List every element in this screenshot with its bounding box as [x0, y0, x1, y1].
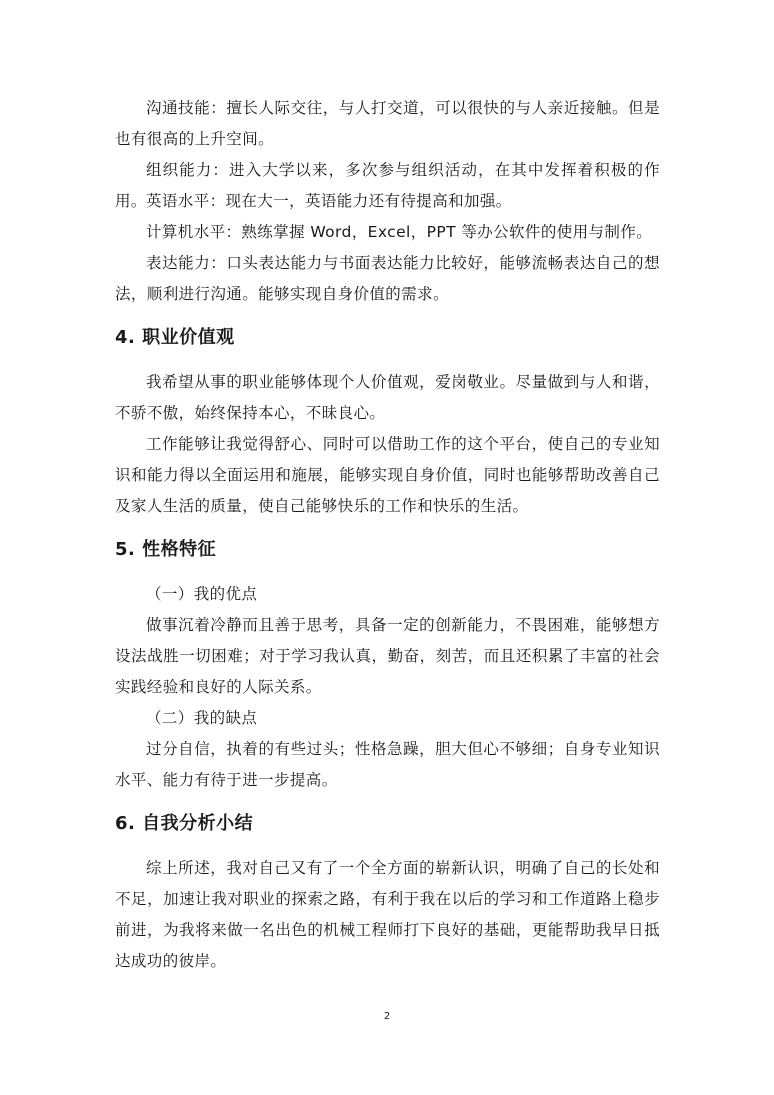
strengths-subheading: （一）我的优点 — [146, 585, 258, 603]
expression-skill-paragraph: 表达能力：口头表达能力与书面表达能力比较好，能够流畅表达自己的想法，顺利进行沟通。能够实现自身价值的需求。 — [115, 254, 660, 303]
strengths-paragraph: 做事沉着冷静而且善于思考，具备一定的创新能力，不畏困难，能够想方设法战胜一切困难；对于学习我认真，勤奋，刻苦，而且还积累了丰富的社会实践经验和良好的人际关系。 — [115, 616, 660, 696]
self-analysis-summary-paragraph: 综上所述，我对自己又有了一个全方面的崭新认识，明确了自己的长处和不足，加速让我对职业的探索之路，有利于我在以后的学习和工作道路上稳步前进，为我将来做一名出色的机械工程师打下良好的基础，更能帮助我早日抵达成功的彼岸。 — [115, 859, 660, 970]
section-heading-self-analysis-summary: 6. 自我分析小结 — [115, 813, 254, 834]
career-values-paragraph-1: 我希望从事的职业能够体现个人价值观，爱岗敬业。尽量做到与人和谐，不骄不傲，始终保持本心，不昧良心。 — [115, 373, 660, 422]
career-values-paragraph-2: 工作能够让我觉得舒心、同时可以借助工作的这个平台，使自己的专业知识和能力得以全面运用和施展，能够实现自身价值，同时也能够帮助改善自己及家人生活的质量，使自己能够快乐的工作和快乐的生活。 — [115, 435, 660, 515]
section-heading-career-values: 4. 职业价值观 — [115, 327, 235, 348]
section-heading-personality: 5. 性格特征 — [115, 539, 217, 560]
organization-skill-paragraph: 组织能力：进入大学以来，多次参与组织活动，在其中发挥着积极的作用。 — [115, 161, 660, 210]
computer-level-paragraph: 计算机水平：熟练掌握 Word，Excel，PPT 等办公软件的使用与制作。 — [146, 223, 653, 241]
weaknesses-paragraph: 过分自信，执着的有些过头；性格急躁，胆大但心不够细；自身专业知识水平、能力有待于进一步提高。 — [115, 740, 660, 789]
english-level-paragraph: 英语水平：现在大一，英语能力还有待提高和加强。 — [146, 192, 512, 210]
page-number: 2 — [383, 1011, 391, 1022]
weaknesses-subheading: （二）我的缺点 — [146, 709, 258, 727]
communication-skill-paragraph: 沟通技能：擅长人际交往，与人打交道，可以很快的与人亲近接触。但是也有很高的上升空间。 — [115, 99, 660, 148]
